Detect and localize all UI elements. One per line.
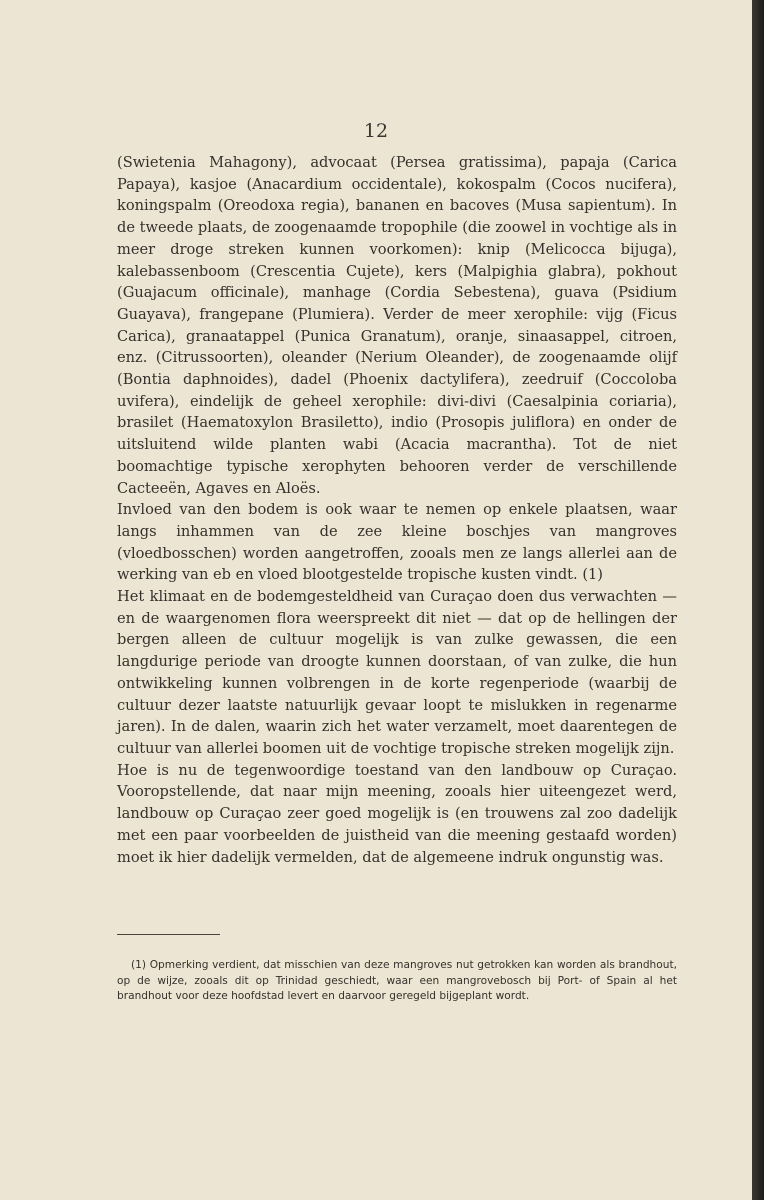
paragraph-agriculture-state: Hoe is nu de tegenwoordige toestand van den landbouw op Curaçao. Vooropstellende, dat naar mijn meening, zooals hier uiteengezet werd, landbouw op Curaçao zeer goed mogelijk is (en trouwens zal zoo dadelijk met een paar voorbeelden de juistheid van die meening gestaafd worden) moet ik hier dadelijk vermelden, dat de algemeene indruk ongunstig was. — [117, 761, 677, 866]
paragraph-soil-influence: Invloed van den bodem is ook waar te nemen op enkele plaatsen, waar langs inhammen van de zee kleine boschjes van mangroves (vloedbosschen) worden aangetroffen, zooals men ze langs allerlei aan de werking van eb en vloed blootgestelde tropische kusten vindt. (1) — [117, 501, 677, 584]
page-number: 12 — [363, 120, 389, 142]
footnote-text: (1) Opmerking verdient, dat misschien van deze mangroves nut getrokken kan worden als brandhout, op de wijze, zooals dit op Trinidad geschiedt, waar een mangrovebosch bij Port- of Spain al het brandhout voor deze hoofdstad levert en daarvoor geregeld bijgeplant wordt. — [117, 959, 677, 1002]
paragraph-plant-list: (Swietenia Mahagony), advocaat (Persea gratissima), papaja (Carica Papaya), kasjoe (Anacardium occidentale), kokospalm (Cocos nucifera), koningspalm (Oreodoxa regia), bananen en bacoves (Musa sapientum). In de tweede plaats, de zoogenaamde tropophile (die zoowel in vochtige als in meer droge streken kunnen voorkomen): knip (Melicocca bijuga), kalebassenboom (Crescentia Cujete), kers (Malpighia glabra), pokhout (Guajacum officinale), manhage (Cordia Sebestena), guava (Psidium Guayava), frangepane (Plumiera). Verder de meer xerophile: vijg (Ficus Carica), granaatappel (Punica Granatum), oranje, sinaasappel, citroen, enz. (Citrussoorten), oleander (Nerium Oleander), de zoogenaamde olijf (Bontia daphnoides), dadel (Phoenix dactylifera), zeedruif (Coccoloba uvifera), eindelijk de geheel xerophile: divi-divi (Caesalpinia coriaria), brasilet (Haematoxylon Brasiletto), indio (Prosopis juliflora) en onder de uitsluitend wilde planten wabi (Acacia macrantha). Tot de niet boomachtige typische xerophyten behooren verder de verschillende Cacteeën, Agaves en Aloës. — [117, 154, 677, 497]
paragraph-climate: Het klimaat en de bodemgesteldheid van Curaçao doen dus verwachten — en de waargenomen flora weerspreekt dit niet — dat op de hellingen der bergen alleen de cultuur mogelijk is van zulke gewassen, die een langdurige periode van droogte kunnen doorstaan, of van zulke, die hun ontwikkeling kunnen volbrengen in de korte regenperiode (waarbij de cultuur dezer laatste natuurlijk gevaar loopt te mislukken in regenarme jaren). In de dalen, waarin zich het water verzamelt, moet daarentegen de cultuur van allerlei boomen uit de vochtige tropische streken mogelijk zijn. — [117, 588, 677, 757]
body-text — [117, 152, 677, 868]
footnote — [117, 958, 677, 1005]
page-edge — [752, 0, 764, 1200]
footnote-divider — [117, 934, 220, 935]
